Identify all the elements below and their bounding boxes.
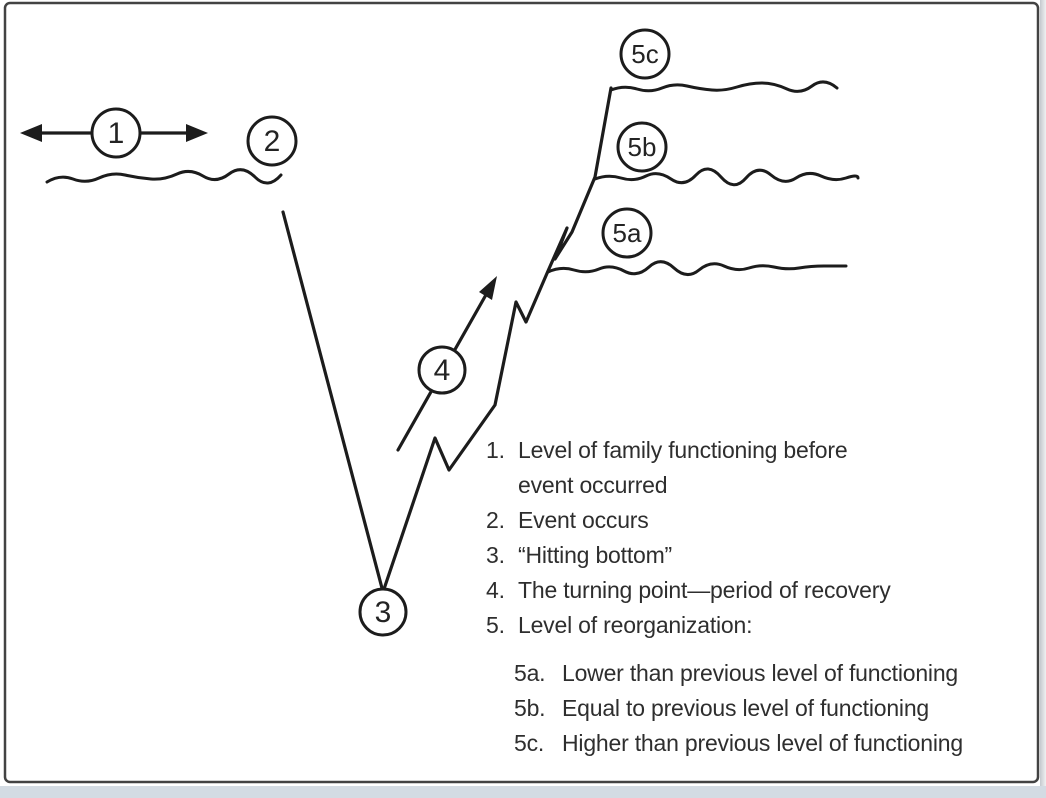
legend-item-text: Event occurs	[518, 507, 649, 533]
legend-item-number: 1.	[486, 437, 505, 463]
legend-item-text: Higher than previous level of functioning	[562, 730, 963, 756]
legend-item-number: 5c.	[514, 730, 545, 756]
legend-item-text: The turning point—period of recovery	[518, 577, 891, 603]
left-arrowhead-icon	[20, 124, 42, 142]
reorg-level-line-5c	[611, 82, 837, 91]
legend-item-text: Equal to previous level of functioning	[562, 695, 930, 721]
marker-4-label: 4	[433, 354, 451, 387]
legend-item-5	[486, 608, 1046, 643]
legend-item-text: “Hitting bottom”	[518, 542, 673, 568]
legend-item-5c	[514, 726, 1046, 761]
recovery-arrowhead-icon	[479, 276, 497, 300]
legend-item-number: 4.	[486, 577, 505, 603]
legend-item-number: 5a.	[514, 660, 546, 686]
marker-5a-label: 5a	[612, 218, 642, 248]
legend-item-number: 3.	[486, 542, 505, 568]
legend-item-text: Level of family functioning before event occurred	[518, 437, 848, 498]
legend-item-2	[486, 503, 1046, 538]
legend-item-5a	[514, 656, 1046, 691]
baseline-wavy-line	[47, 170, 281, 183]
legend-item-number: 5b.	[514, 695, 546, 721]
legend-item-3	[486, 538, 1046, 573]
legend	[486, 433, 1046, 761]
marker-5c-label: 5c	[631, 39, 659, 69]
legend-item-1	[486, 433, 1046, 503]
right-arrowhead-icon	[186, 124, 208, 142]
marker-5b-label: 5b	[627, 132, 657, 162]
reorg-level-line-5a	[548, 262, 846, 275]
legend-item-number: 2.	[486, 507, 505, 533]
legend-item-text: Lower than previous level of functioning	[562, 660, 959, 686]
legend-item-5b	[514, 691, 1046, 726]
marker-1-label: 1	[107, 117, 125, 150]
legend-item-text: Level of reorganization:	[518, 612, 753, 638]
page-bottom-bar	[0, 786, 1046, 798]
descent-line	[283, 212, 383, 592]
legend-sublist	[514, 656, 1046, 761]
marker-2-label: 2	[263, 125, 281, 158]
marker-3-label: 3	[374, 596, 392, 629]
legend-item-4	[486, 573, 1046, 608]
legend-item-number: 5.	[486, 612, 505, 638]
